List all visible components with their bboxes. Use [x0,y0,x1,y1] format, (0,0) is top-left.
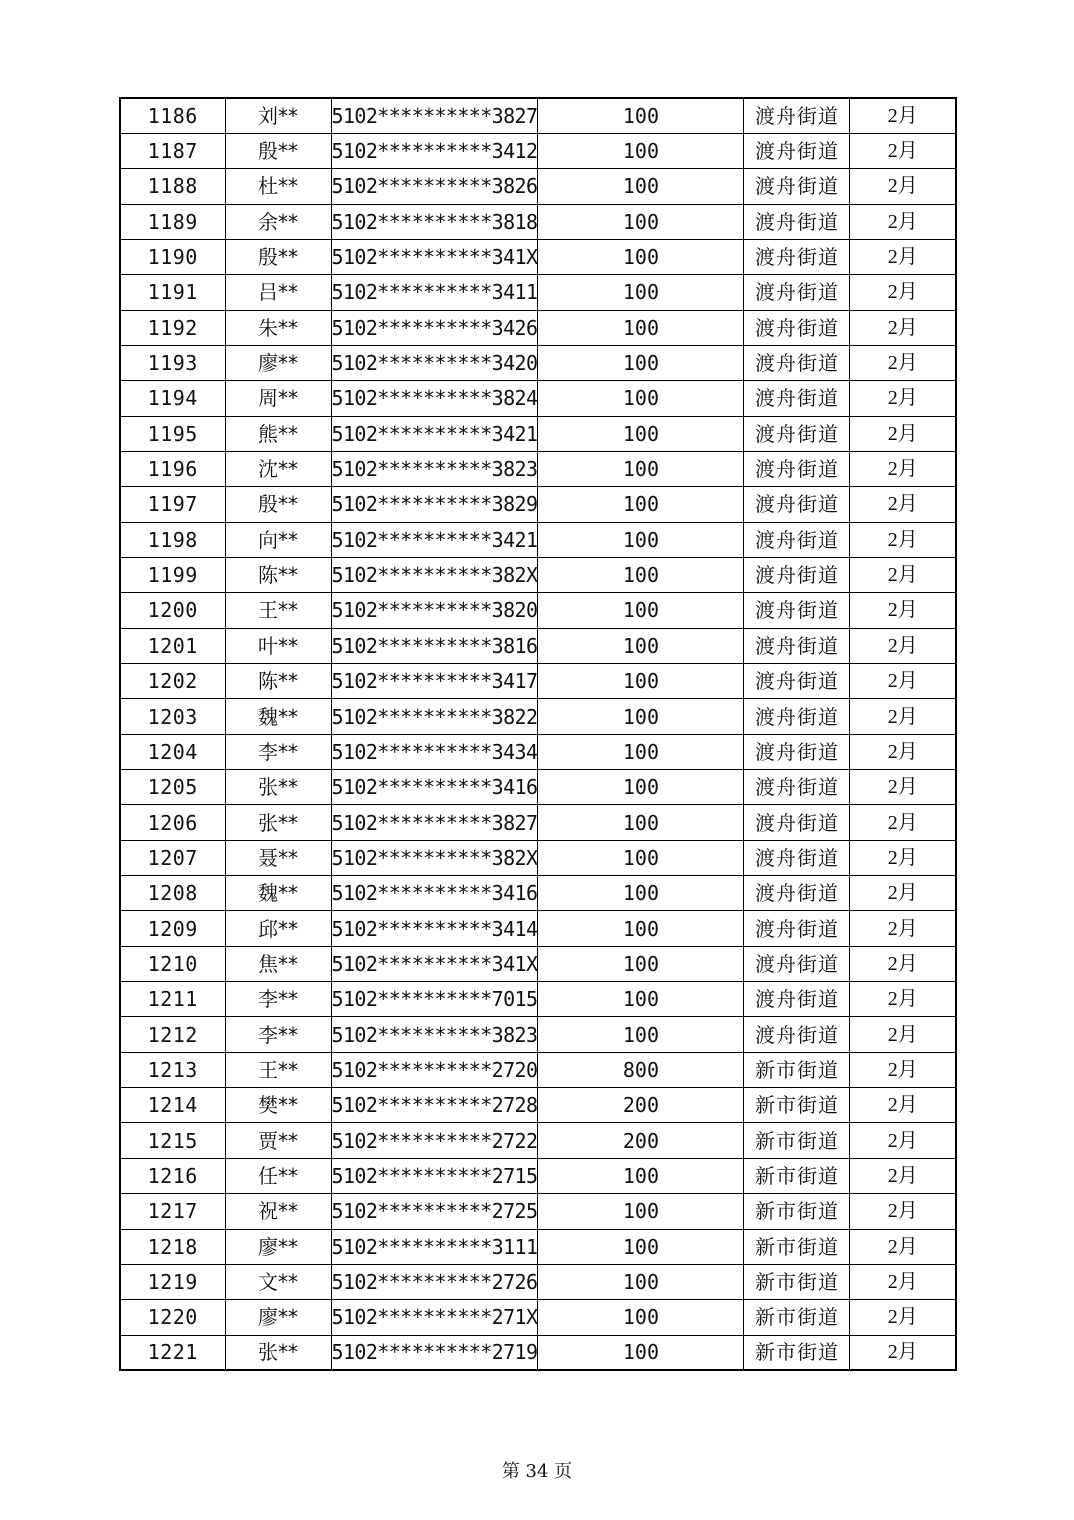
street-office-cell: 渡舟街道 [744,876,850,911]
person-name-cell: 陈** [225,557,331,592]
row-number-cell: 1208 [120,876,225,911]
row-number-cell: 1199 [120,557,225,592]
row-number-cell: 1211 [120,982,225,1017]
row-number-cell: 1196 [120,451,225,486]
table-row [120,1052,956,1087]
id-number-cell: 5102**********3820 [331,593,538,628]
subsidy-roster-table [119,97,957,1371]
person-name-cell: 魏** [225,876,331,911]
table-row [120,487,956,522]
table-row [120,522,956,557]
month-cell: 2月 [850,451,956,486]
id-number-cell: 5102**********2720 [331,1052,538,1087]
amount-cell: 100 [538,770,744,805]
amount-cell: 100 [538,840,744,875]
table-row [120,982,956,1017]
month-cell: 2月 [850,628,956,663]
id-number-cell: 5102**********3412 [331,133,538,168]
table-row [120,98,956,133]
street-office-cell: 渡舟街道 [744,593,850,628]
row-number-cell: 1221 [120,1335,225,1370]
amount-cell: 100 [538,345,744,380]
person-name-cell: 邱** [225,911,331,946]
table-row [120,451,956,486]
month-cell: 2月 [850,487,956,522]
month-cell: 2月 [850,557,956,592]
table-row [120,805,956,840]
row-number-cell: 1214 [120,1088,225,1123]
id-number-cell: 5102**********271X [331,1300,538,1335]
street-office-cell: 新市街道 [744,1088,850,1123]
roster-table-body [120,98,956,1370]
amount-cell: 100 [538,451,744,486]
amount-cell: 100 [538,876,744,911]
month-cell: 2月 [850,876,956,911]
month-cell: 2月 [850,664,956,699]
street-office-cell: 新市街道 [744,1123,850,1158]
person-name-cell: 王** [225,593,331,628]
row-number-cell: 1195 [120,416,225,451]
month-cell: 2月 [850,770,956,805]
row-number-cell: 1192 [120,310,225,345]
person-name-cell: 任** [225,1158,331,1193]
row-number-cell: 1206 [120,805,225,840]
id-number-cell: 5102**********382X [331,557,538,592]
row-number-cell: 1198 [120,522,225,557]
person-name-cell: 张** [225,805,331,840]
street-office-cell: 渡舟街道 [744,310,850,345]
month-cell: 2月 [850,310,956,345]
amount-cell: 100 [538,381,744,416]
person-name-cell: 熊** [225,416,331,451]
row-number-cell: 1204 [120,734,225,769]
person-name-cell: 殷** [225,133,331,168]
person-name-cell: 廖** [225,345,331,380]
street-office-cell: 渡舟街道 [744,522,850,557]
table-row [120,204,956,239]
amount-cell: 100 [538,98,744,133]
street-office-cell: 渡舟街道 [744,664,850,699]
id-number-cell: 5102**********3421 [331,522,538,557]
street-office-cell: 渡舟街道 [744,982,850,1017]
table-row [120,275,956,310]
id-number-cell: 5102**********7015 [331,982,538,1017]
id-number-cell: 5102**********2722 [331,1123,538,1158]
id-number-cell: 5102**********3426 [331,310,538,345]
month-cell: 2月 [850,345,956,380]
month-cell: 2月 [850,381,956,416]
table-row [120,1300,956,1335]
month-cell: 2月 [850,840,956,875]
street-office-cell: 新市街道 [744,1052,850,1087]
month-cell: 2月 [850,1052,956,1087]
month-cell: 2月 [850,522,956,557]
row-number-cell: 1187 [120,133,225,168]
table-row [120,1158,956,1193]
street-office-cell: 渡舟街道 [744,487,850,522]
table-row [120,911,956,946]
street-office-cell: 渡舟街道 [744,416,850,451]
month-cell: 2月 [850,1300,956,1335]
month-cell: 2月 [850,593,956,628]
row-number-cell: 1203 [120,699,225,734]
street-office-cell: 新市街道 [744,1194,850,1229]
table-row [120,946,956,981]
person-name-cell: 李** [225,734,331,769]
row-number-cell: 1189 [120,204,225,239]
id-number-cell: 5102**********3416 [331,876,538,911]
amount-cell: 100 [538,557,744,592]
street-office-cell: 渡舟街道 [744,557,850,592]
amount-cell: 100 [538,169,744,204]
month-cell: 2月 [850,1158,956,1193]
amount-cell: 100 [538,416,744,451]
person-name-cell: 魏** [225,699,331,734]
person-name-cell: 殷** [225,487,331,522]
person-name-cell: 张** [225,770,331,805]
table-row [120,133,956,168]
table-row [120,734,956,769]
id-number-cell: 5102**********3826 [331,169,538,204]
amount-cell: 100 [538,805,744,840]
street-office-cell: 渡舟街道 [744,204,850,239]
row-number-cell: 1210 [120,946,225,981]
month-cell: 2月 [850,416,956,451]
amount-cell: 200 [538,1088,744,1123]
street-office-cell: 渡舟街道 [744,805,850,840]
person-name-cell: 沈** [225,451,331,486]
street-office-cell: 新市街道 [744,1335,850,1370]
month-cell: 2月 [850,1229,956,1264]
month-cell: 2月 [850,911,956,946]
table-row [120,593,956,628]
table-row [120,1229,956,1264]
amount-cell: 100 [538,699,744,734]
id-number-cell: 5102**********2728 [331,1088,538,1123]
street-office-cell: 渡舟街道 [744,911,850,946]
table-row [120,1017,956,1052]
person-name-cell: 文** [225,1264,331,1299]
row-number-cell: 1201 [120,628,225,663]
amount-cell: 100 [538,239,744,274]
id-number-cell: 5102**********3823 [331,451,538,486]
id-number-cell: 5102**********3818 [331,204,538,239]
amount-cell: 100 [538,911,744,946]
street-office-cell: 渡舟街道 [744,734,850,769]
person-name-cell: 叶** [225,628,331,663]
person-name-cell: 廖** [225,1300,331,1335]
table-row [120,770,956,805]
table-row [120,876,956,911]
id-number-cell: 5102**********3417 [331,664,538,699]
month-cell: 2月 [850,1088,956,1123]
id-number-cell: 5102**********3827 [331,98,538,133]
row-number-cell: 1186 [120,98,225,133]
table-row [120,628,956,663]
id-number-cell: 5102**********3824 [331,381,538,416]
id-number-cell: 5102**********2725 [331,1194,538,1229]
amount-cell: 100 [538,1158,744,1193]
amount-cell: 100 [538,487,744,522]
month-cell: 2月 [850,734,956,769]
street-office-cell: 渡舟街道 [744,239,850,274]
row-number-cell: 1194 [120,381,225,416]
id-number-cell: 5102**********3414 [331,911,538,946]
table-row [120,699,956,734]
month-cell: 2月 [850,1335,956,1370]
street-office-cell: 渡舟街道 [744,133,850,168]
street-office-cell: 新市街道 [744,1300,850,1335]
person-name-cell: 余** [225,204,331,239]
row-number-cell: 1213 [120,1052,225,1087]
table-row [120,1264,956,1299]
street-office-cell: 渡舟街道 [744,770,850,805]
street-office-cell: 渡舟街道 [744,98,850,133]
amount-cell: 100 [538,1194,744,1229]
row-number-cell: 1205 [120,770,225,805]
amount-cell: 100 [538,628,744,663]
street-office-cell: 渡舟街道 [744,451,850,486]
id-number-cell: 5102**********3829 [331,487,538,522]
month-cell: 2月 [850,982,956,1017]
id-number-cell: 5102**********3434 [331,734,538,769]
street-office-cell: 新市街道 [744,1264,850,1299]
amount-cell: 100 [538,1017,744,1052]
street-office-cell: 渡舟街道 [744,381,850,416]
table-row [120,239,956,274]
person-name-cell: 聂** [225,840,331,875]
amount-cell: 800 [538,1052,744,1087]
table-row [120,345,956,380]
row-number-cell: 1217 [120,1194,225,1229]
month-cell: 2月 [850,275,956,310]
row-number-cell: 1193 [120,345,225,380]
id-number-cell: 5102**********3411 [331,275,538,310]
table-row [120,310,956,345]
id-number-cell: 5102**********382X [331,840,538,875]
row-number-cell: 1190 [120,239,225,274]
amount-cell: 100 [538,1229,744,1264]
row-number-cell: 1207 [120,840,225,875]
month-cell: 2月 [850,1194,956,1229]
street-office-cell: 渡舟街道 [744,699,850,734]
row-number-cell: 1191 [120,275,225,310]
person-name-cell: 朱** [225,310,331,345]
street-office-cell: 渡舟街道 [744,275,850,310]
person-name-cell: 周** [225,381,331,416]
amount-cell: 100 [538,593,744,628]
table-row [120,557,956,592]
row-number-cell: 1212 [120,1017,225,1052]
month-cell: 2月 [850,98,956,133]
person-name-cell: 李** [225,982,331,1017]
page-number: 第 34 页 [501,1461,573,1482]
table-row [120,1123,956,1158]
person-name-cell: 吕** [225,275,331,310]
row-number-cell: 1218 [120,1229,225,1264]
id-number-cell: 5102**********341X [331,946,538,981]
month-cell: 2月 [850,946,956,981]
amount-cell: 200 [538,1123,744,1158]
street-office-cell: 渡舟街道 [744,840,850,875]
person-name-cell: 杜** [225,169,331,204]
table-row [120,416,956,451]
id-number-cell: 5102**********3416 [331,770,538,805]
id-number-cell: 5102**********3816 [331,628,538,663]
person-name-cell: 殷** [225,239,331,274]
month-cell: 2月 [850,1123,956,1158]
id-number-cell: 5102**********3420 [331,345,538,380]
month-cell: 2月 [850,239,956,274]
street-office-cell: 渡舟街道 [744,946,850,981]
street-office-cell: 渡舟街道 [744,345,850,380]
person-name-cell: 陈** [225,664,331,699]
row-number-cell: 1197 [120,487,225,522]
table-row [120,169,956,204]
amount-cell: 100 [538,310,744,345]
row-number-cell: 1209 [120,911,225,946]
amount-cell: 100 [538,982,744,1017]
month-cell: 2月 [850,1264,956,1299]
street-office-cell: 渡舟街道 [744,1017,850,1052]
amount-cell: 100 [538,1335,744,1370]
person-name-cell: 焦** [225,946,331,981]
id-number-cell: 5102**********3822 [331,699,538,734]
id-number-cell: 5102**********341X [331,239,538,274]
street-office-cell: 渡舟街道 [744,169,850,204]
amount-cell: 100 [538,275,744,310]
row-number-cell: 1202 [120,664,225,699]
person-name-cell: 张** [225,1335,331,1370]
amount-cell: 100 [538,734,744,769]
month-cell: 2月 [850,169,956,204]
amount-cell: 100 [538,1264,744,1299]
table-row [120,1194,956,1229]
person-name-cell: 樊** [225,1088,331,1123]
person-name-cell: 王** [225,1052,331,1087]
table-row [120,381,956,416]
id-number-cell: 5102**********3421 [331,416,538,451]
amount-cell: 100 [538,946,744,981]
amount-cell: 100 [538,204,744,239]
street-office-cell: 新市街道 [744,1229,850,1264]
street-office-cell: 渡舟街道 [744,628,850,663]
amount-cell: 100 [538,133,744,168]
row-number-cell: 1219 [120,1264,225,1299]
street-office-cell: 新市街道 [744,1158,850,1193]
amount-cell: 100 [538,1300,744,1335]
id-number-cell: 5102**********2726 [331,1264,538,1299]
amount-cell: 100 [538,664,744,699]
id-number-cell: 5102**********2715 [331,1158,538,1193]
month-cell: 2月 [850,805,956,840]
id-number-cell: 5102**********3823 [331,1017,538,1052]
month-cell: 2月 [850,133,956,168]
row-number-cell: 1220 [120,1300,225,1335]
table-row [120,1088,956,1123]
person-name-cell: 刘** [225,98,331,133]
row-number-cell: 1215 [120,1123,225,1158]
id-number-cell: 5102**********3111 [331,1229,538,1264]
month-cell: 2月 [850,204,956,239]
table-row [120,1335,956,1370]
person-name-cell: 向** [225,522,331,557]
row-number-cell: 1216 [120,1158,225,1193]
id-number-cell: 5102**********2719 [331,1335,538,1370]
row-number-cell: 1200 [120,593,225,628]
person-name-cell: 廖** [225,1229,331,1264]
row-number-cell: 1188 [120,169,225,204]
person-name-cell: 祝** [225,1194,331,1229]
month-cell: 2月 [850,699,956,734]
person-name-cell: 李** [225,1017,331,1052]
person-name-cell: 贾** [225,1123,331,1158]
table-row [120,664,956,699]
table-row [120,840,956,875]
amount-cell: 100 [538,522,744,557]
id-number-cell: 5102**********3827 [331,805,538,840]
month-cell: 2月 [850,1017,956,1052]
